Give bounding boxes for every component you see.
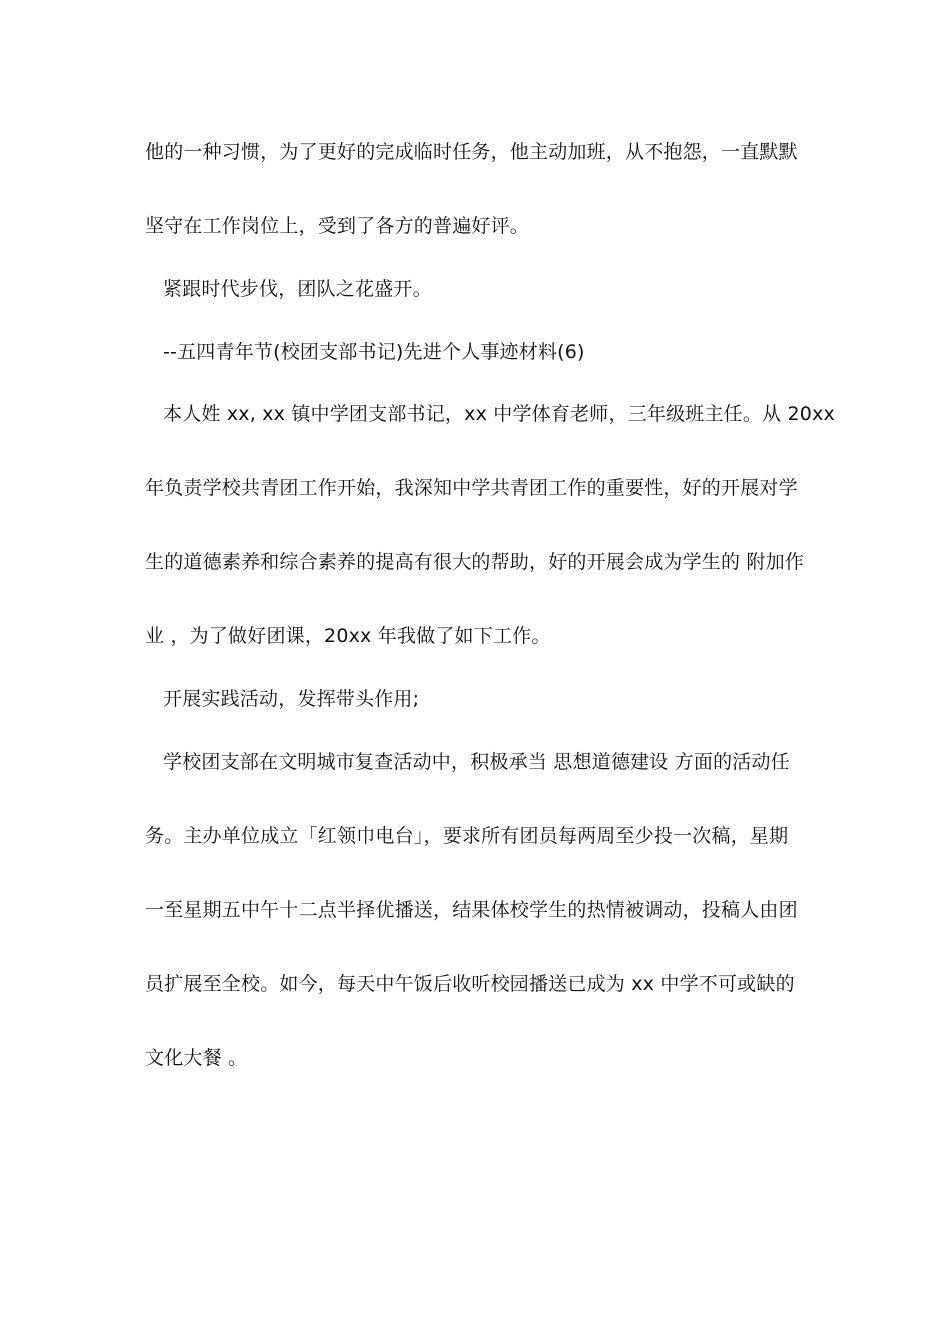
paragraph-line: 坚守在工作岗位上，受到了各方的普遍好评。	[145, 215, 530, 237]
paragraph-line: 文化大餐 。	[145, 1047, 248, 1069]
paragraph-line: 员扩展至全校。如今，每天中午饭后收听校园播送已成为 xx 中学不可或缺的	[145, 973, 795, 995]
section-heading: 开展实践活动，发挥带头作用;	[163, 688, 420, 710]
paragraph-line: 他的一种习惯，为了更好的完成临时任务，他主动加班，从不抱怨，一直默默	[145, 141, 798, 163]
paragraph-line: 一至星期五中午十二点半择优播送，结果体校学生的热情被调动，投稿人由团	[145, 899, 798, 921]
paragraph-line: 务。主办单位成立「红领巾电台」，要求所有团员每两周至少投一次稿，星期	[145, 825, 789, 847]
paragraph-line: 生的道德素养和综合素养的提高有很大的帮助，好的开展会成为学生的 附加作	[145, 551, 805, 573]
section-subtitle: --五四青年节(校团支部书记)先进个人事迹材料(6)	[163, 341, 585, 363]
paragraph-line: 业 ，为了做好团课，20xx 年我做了如下工作。	[145, 625, 551, 647]
paragraph-line: 年负责学校共青团工作开始，我深知中学共青团工作的重要性，好的开展对学	[145, 477, 798, 499]
paragraph-line: 学校团支部在文明城市复查活动中，积极承当 思想道德建设 方面的活动任	[163, 751, 790, 773]
paragraph-line: 本人姓 xx, xx 镇中学团支部书记，xx 中学体育老师，三年级班主任。从 20xx	[163, 403, 835, 425]
section-heading: 紧跟时代步伐，团队之花盛开。	[163, 278, 432, 300]
